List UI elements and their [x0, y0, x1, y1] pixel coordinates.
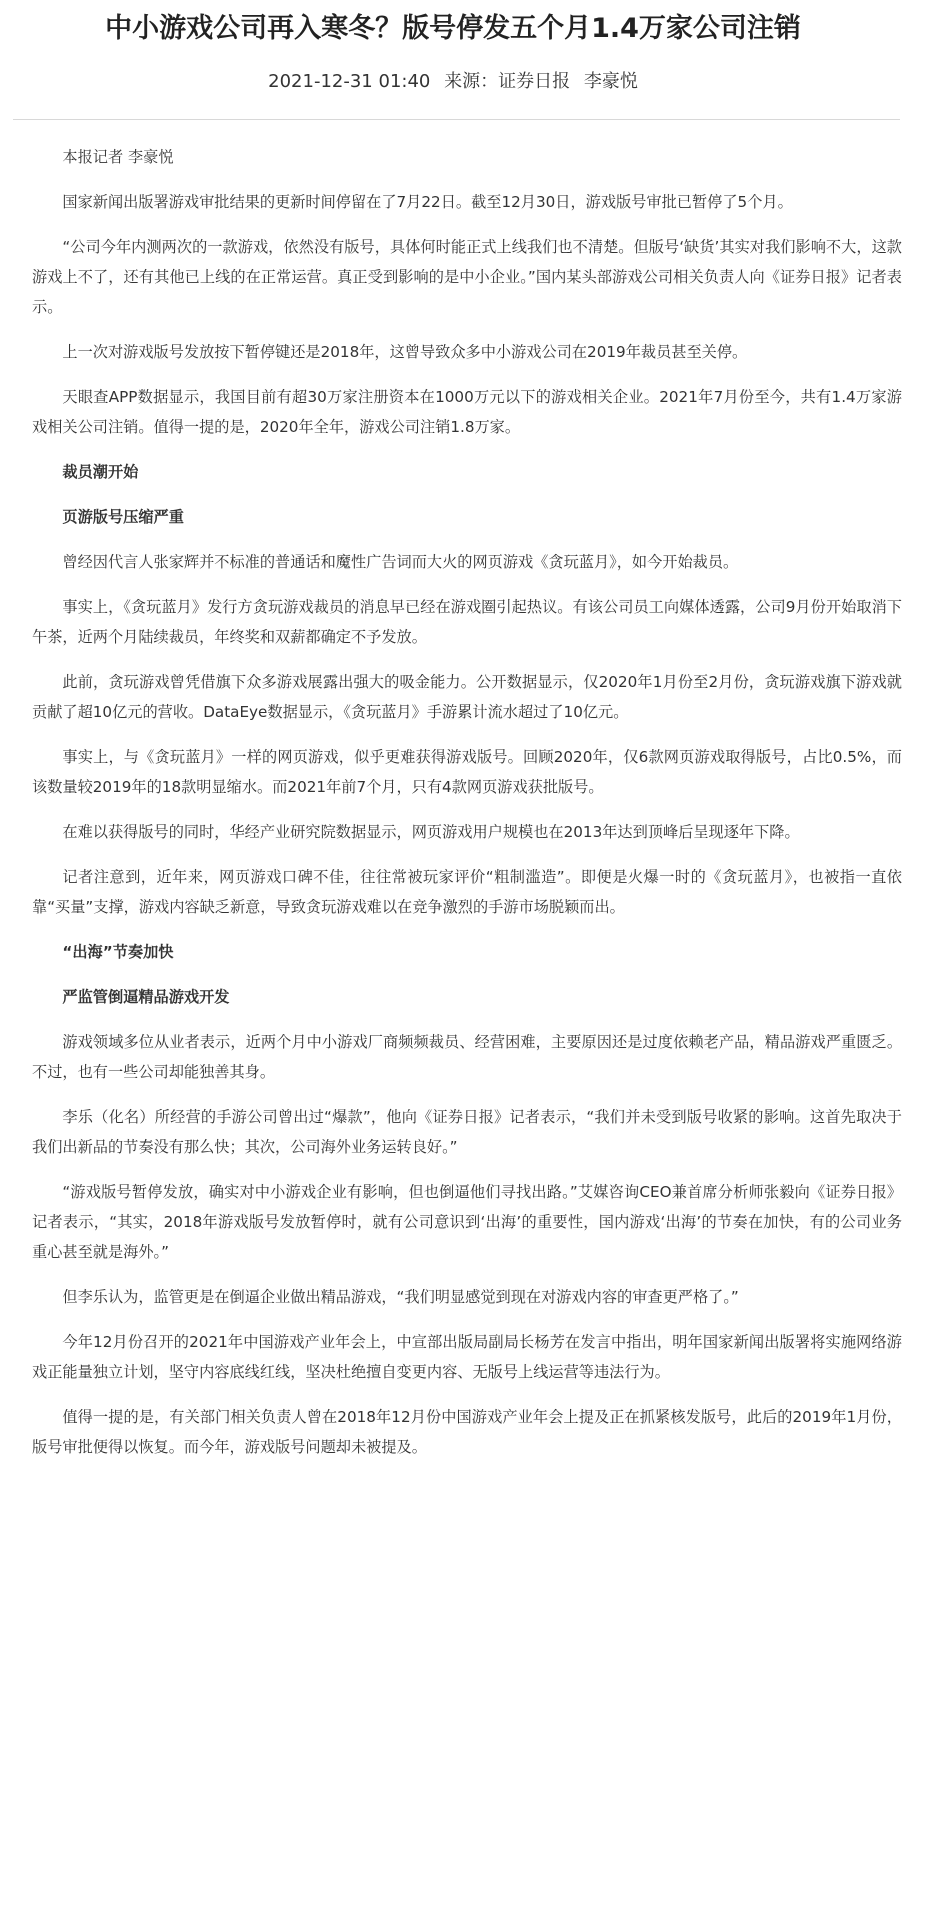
body-paragraph: 但李乐认为，监管更是在倒逼企业做出精品游戏，“我们明显感觉到现在对游戏内容的审查更严格了。”	[62, 1288, 739, 1306]
body-paragraph: 今年12月份召开的2021年中国游戏产业年会上，中宣部出版局副局长杨芳在发言中指出，明年国家新闻出版署将实施网络游戏正能量独立计划，坚守内容底线红线，坚决杜绝擅自变更内容、无版号上线运营等违法行为。	[32, 1333, 902, 1381]
article-source: 来源：证券日报	[444, 71, 571, 92]
body-paragraph: 曾经因代言人张家辉并不标准的普通话和魔性广告词而大火的网页游戏《贪玩蓝月》，如今开始裁员。	[62, 553, 739, 571]
body-paragraph: 记者注意到，近年来，网页游戏口碑不佳，往往常被玩家评价“粗制滥造”。即便是火爆一时的《贪玩蓝月》，也被指一直依靠“买量”支撑，游戏内容缺乏新意，导致贪玩游戏难以在竞争激烈的手游市场脱颖而出。	[32, 868, 902, 916]
body-paragraph: “游戏版号暂停发放，确实对中小游戏企业有影响，但也倒逼他们寻找出路。”艾媒咨询CEO兼首席分析师张毅向《证券日报》记者表示，“其实，2018年游戏版号发放暂停时，就有公司意识到‘出海’的重要性，国内游戏‘出海’的节奏在加快，有的公司业务重心甚至就是海外。”	[32, 1183, 902, 1261]
body-paragraph: 值得一提的是，有关部门相关负责人曾在2018年12月份中国游戏产业年会上提及正在抓紧核发版号，此后的2019年1月份，版号审批便得以恢复。而今年，游戏版号问题却未被提及。	[32, 1408, 902, 1456]
body-paragraph: 天眼查APP数据显示，我国目前有超30万家注册资本在1000万元以下的游戏相关企业。2021年7月份至今，共有1.4万家游戏相关公司注销。值得一提的是，2020年全年，游戏公司注销1.8万家。	[32, 388, 902, 436]
body-paragraph: 游戏领域多位从业者表示，近两个月中小游戏厂商频频裁员、经营困难，主要原因还是过度依赖老产品，精品游戏严重匮乏。不过，也有一些公司却能独善其身。	[32, 1033, 902, 1081]
section-heading: 裁员潮开始	[62, 463, 139, 481]
publish-datetime: 2021-12-31 01:40	[268, 71, 431, 92]
body-paragraph: 此前，贪玩游戏曾凭借旗下众多游戏展露出强大的吸金能力。公开数据显示，仅2020年1月份至2月份，贪玩游戏旗下游戏就贡献了超10亿元的营收。DataEye数据显示，《贪玩蓝月》手游累计流水超过了10亿元。	[32, 673, 902, 721]
body-paragraph: 上一次对游戏版号发放按下暂停键还是2018年，这曾导致众多中小游戏公司在2019年裁员甚至关停。	[62, 343, 748, 361]
section-heading: 页游版号压缩严重	[62, 508, 184, 526]
body-paragraph: 李乐（化名）所经营的手游公司曾出过“爆款”，他向《证券日报》记者表示，“我们并未受到版号收紧的影响。这首先取决于我们出新品的节奏没有那么快；其次，公司海外业务运转良好。”	[32, 1108, 902, 1156]
body-paragraph: 事实上，与《贪玩蓝月》一样的网页游戏，似乎更难获得游戏版号。回顾2020年，仅6款网页游戏取得版号，占比0.5%，而该数量较2019年的18款明显缩水。而2021年前7个月，只有4款网页游戏获批版号。	[32, 748, 902, 796]
article-title: 中小游戏公司再入寒冬？版号停发五个月1.4万家公司注销	[105, 13, 801, 44]
body-paragraph: 国家新闻出版署游戏审批结果的更新时间停留在了7月22日。截至12月30日，游戏版号审批已暂停了5个月。	[62, 193, 793, 211]
body-paragraph: 本报记者 李豪悦	[62, 148, 174, 166]
title-divider	[13, 119, 900, 120]
article-author: 李豪悦	[583, 71, 638, 92]
article-meta	[13, 69, 893, 95]
body-paragraph: 事实上，《贪玩蓝月》发行方贪玩游戏裁员的消息早已经在游戏圈引起热议。有该公司员工向媒体透露，公司9月份开始取消下午茶，近两个月陆续裁员，年终奖和双薪都确定不予发放。	[32, 598, 902, 646]
section-heading: “出海”节奏加快	[62, 943, 174, 961]
body-paragraph: 在难以获得版号的同时，华经产业研究院数据显示，网页游戏用户规模也在2013年达到顶峰后呈现逐年下降。	[62, 823, 800, 841]
section-heading: 严监管倒逼精品游戏开发	[62, 988, 230, 1006]
article-body	[13, 142, 902, 1462]
body-paragraph: “公司今年内测两次的一款游戏，依然没有版号，具体何时能正式上线我们也不清楚。但版号‘缺货’其实对我们影响不大，这款游戏上不了，还有其他已上线的在正常运营。真正受到影响的是中小企业。”国内某头部游戏公司相关负责人向《证券日报》记者表示。	[32, 238, 902, 316]
